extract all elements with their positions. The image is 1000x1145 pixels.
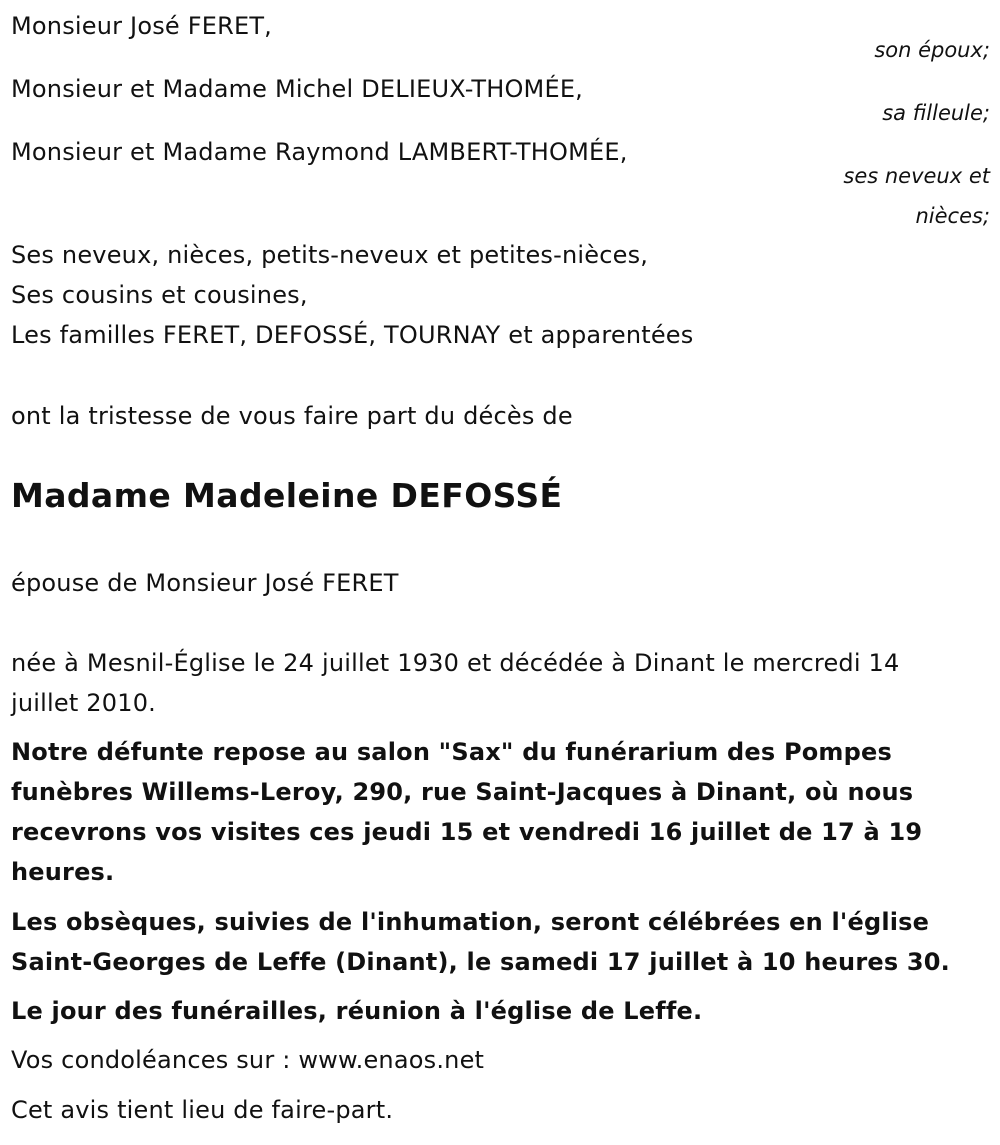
family-line-spouse: Monsieur José FERET, <box>11 12 273 40</box>
family-role-lambert-2: nièces; <box>915 204 990 228</box>
announcement-text: ont la tristesse de vous faire part du décès de <box>11 402 573 430</box>
family-role-spouse: son époux; <box>874 38 990 62</box>
condolences-text: Vos condoléances sur : www.enaos.net <box>11 1046 485 1074</box>
family-line-lambert: Monsieur et Madame Raymond LAMBERT-THOMÉE, <box>11 138 628 166</box>
family-role-lambert-1: ses neveux et <box>843 164 990 188</box>
spouse-line: épouse de Monsieur José FERET <box>11 569 399 597</box>
notice-text: Cet avis tient lieu de faire-part. <box>11 1096 394 1124</box>
deceased-name: Madame Madeleine DEFOSSÉ <box>11 476 563 515</box>
relatives-line-3: Les familles FERET, DEFOSSÉ, TOURNAY et apparentées <box>11 321 694 349</box>
family-role-delieux: sa filleule; <box>882 101 990 125</box>
funeral-text: Les obsèques, suivies de l'inhumation, seront célébrées en l'église Saint-Georges de Leffe (Dinant), le samedi 17 juillet à 10 heures 30. <box>11 908 950 976</box>
birth-death-text: née à Mesnil-Église le 24 juillet 1930 et décédée à Dinant le mercredi 14 juillet 2010. <box>11 649 900 717</box>
relatives-line-2: Ses cousins et cousines, <box>11 281 308 309</box>
meeting-text: Le jour des funérailles, réunion à l'église de Leffe. <box>11 997 703 1025</box>
family-line-delieux: Monsieur et Madame Michel DELIEUX-THOMÉE, <box>11 75 584 103</box>
relatives-line-1: Ses neveux, nièces, petits-neveux et petites-nièces, <box>11 241 649 269</box>
visitation-text: Notre défunte repose au salon "Sax" du funérarium des Pompes funèbres Willems-Leroy, 290, rue Saint-Jacques à Dinant, où nous recevrons vos visites ces jeudi 15 et vendredi 16 juillet de 17 à 19 heures. <box>11 738 923 886</box>
